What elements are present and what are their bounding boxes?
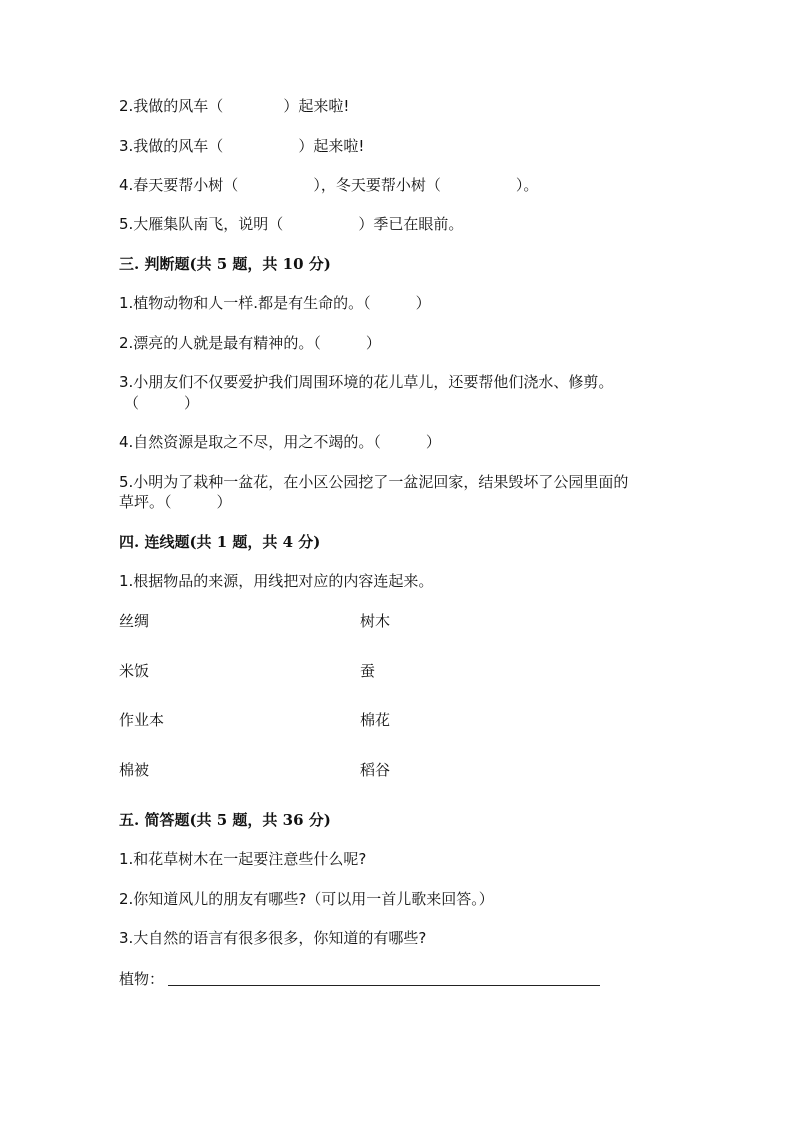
- matching-left-1: 丝绸: [119, 612, 150, 630]
- section-heading-short-answer: 五. 简答题(共 5 题，共 36 分): [119, 811, 331, 829]
- section-heading-matching: 四. 连线题(共 1 题，共 4 分): [119, 533, 321, 551]
- judgment-item-1: 1.植物动物和人一样.都是有生命的。（ ）: [119, 294, 431, 312]
- short-answer-item-1: 1.和花草树木在一起要注意些什么呢?: [119, 850, 367, 868]
- judgment-item-2: 2.漂亮的人就是最有精神的。（ ）: [119, 334, 381, 352]
- judgment-item-5: 5.小明为了栽种一盆花，在小区公园挖了一盆泥回家，结果毁坏了公园里面的: [119, 473, 629, 491]
- matching-right-4: 稻谷: [360, 761, 391, 779]
- fill-blank-item-5: 5.大雁集队南飞，说明（ ）季已在眼前。: [119, 215, 464, 233]
- short-answer-item-2: 2.你知道风儿的朋友有哪些?（可以用一首儿歌来回答。）: [119, 890, 494, 908]
- answer-underline[interactable]: [168, 985, 600, 986]
- matching-left-4: 棉被: [119, 761, 150, 779]
- short-answer-item-3: 3.大自然的语言有很多很多，你知道的有哪些?: [119, 929, 427, 947]
- judgment-item-3-blank: （ ）: [124, 394, 200, 412]
- matching-right-2: 蚕: [360, 662, 376, 680]
- answer-label-plants: 植物：: [119, 970, 165, 988]
- matching-question: 1.根据物品的来源，用线把对应的内容连起来。: [119, 572, 434, 590]
- judgment-item-3: 3.小朋友们不仅要爱护我们周围环境的花儿草儿，还要帮他们浇水、修剪。: [119, 373, 614, 391]
- judgment-item-5-cont: 草坪。（ ）: [119, 493, 232, 511]
- fill-blank-item-3: 3.我做的风车（ ）起来啦!: [119, 137, 365, 155]
- matching-left-3: 作业本: [119, 711, 165, 729]
- fill-blank-item-4: 4.春天要帮小树（ ），冬天要帮小树（ ）。: [119, 176, 539, 194]
- fill-blank-item-2: 2.我做的风车（ ）起来啦!: [119, 97, 350, 115]
- matching-right-1: 树木: [360, 612, 391, 630]
- matching-right-3: 棉花: [360, 711, 391, 729]
- matching-left-2: 米饭: [119, 662, 150, 680]
- judgment-item-4: 4.自然资源是取之不尽，用之不竭的。（ ）: [119, 433, 441, 451]
- section-heading-judgment: 三. 判断题(共 5 题，共 10 分): [119, 255, 331, 273]
